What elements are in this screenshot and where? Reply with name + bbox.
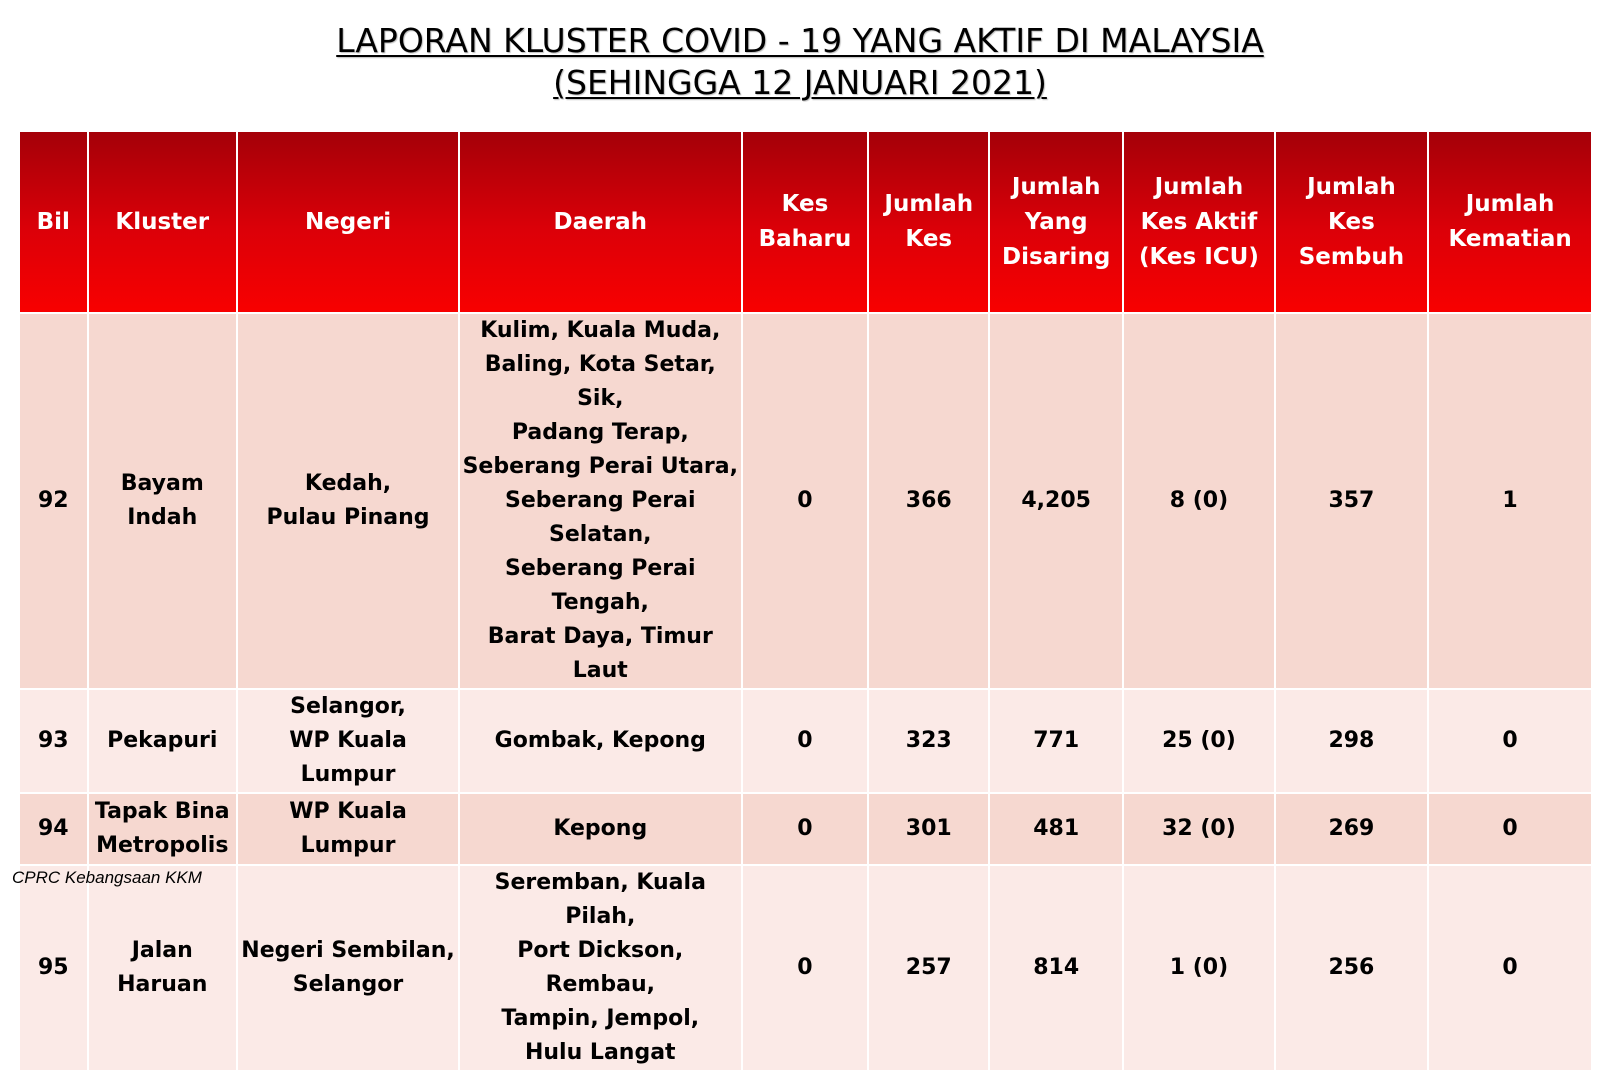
cell-jumlah-kes: 301 — [868, 793, 989, 865]
cell-daerah: Seremban, Kuala Pilah, Port Dickson, Rembau, Tampin, Jempol, Hulu Langat — [459, 865, 741, 1071]
header-kes-baharu: Kes Baharu — [742, 131, 869, 313]
header-negeri: Negeri — [237, 131, 459, 313]
report-title-line-1: LAPORAN KLUSTER COVID - 19 YANG AKTIF DI MALAYSIA — [336, 21, 1264, 60]
cell-jumlah-kes-sembuh: 269 — [1275, 793, 1429, 865]
cell-jumlah-kes-sembuh: 357 — [1275, 313, 1429, 689]
cell-jumlah-kes-aktif: 1 (0) — [1123, 865, 1274, 1071]
table-row — [19, 865, 1592, 1071]
cell-jumlah-kes: 366 — [868, 313, 989, 689]
header-jumlah-kematian: Jumlah Kematian — [1428, 131, 1592, 313]
cell-bil: 92 — [19, 313, 88, 689]
table-header-row — [19, 131, 1592, 313]
header-jumlah-kes-aktif: Jumlah Kes Aktif (Kes ICU) — [1123, 131, 1274, 313]
cell-jumlah-disaring: 4,205 — [989, 313, 1123, 689]
cell-jumlah-kes-sembuh: 256 — [1275, 865, 1429, 1071]
report-title — [0, 20, 1600, 104]
cell-daerah: Kepong — [459, 793, 741, 865]
cell-jumlah-kes: 323 — [868, 689, 989, 793]
cell-negeri: Kedah, Pulau Pinang — [237, 313, 459, 689]
cell-bil: 95 — [19, 865, 88, 1071]
report-title-line-2: (SEHINGGA 12 JANUARI 2021) — [553, 63, 1047, 102]
cell-kes-baharu: 0 — [742, 313, 869, 689]
cell-jumlah-kes-aktif: 32 (0) — [1123, 793, 1274, 865]
cell-kluster: Tapak Bina Metropolis — [88, 793, 237, 865]
cell-jumlah-disaring: 771 — [989, 689, 1123, 793]
cell-daerah: Gombak, Kepong — [459, 689, 741, 793]
cell-jumlah-disaring: 481 — [989, 793, 1123, 865]
header-jumlah-kes-sembuh: Jumlah Kes Sembuh — [1275, 131, 1429, 313]
cell-bil: 93 — [19, 689, 88, 793]
cell-kluster: Jalan Haruan — [88, 865, 237, 1071]
cell-jumlah-kematian: 0 — [1428, 689, 1592, 793]
cell-jumlah-kematian: 0 — [1428, 793, 1592, 865]
table-row — [19, 313, 1592, 689]
cell-bil: 94 — [19, 793, 88, 865]
cell-kes-baharu: 0 — [742, 689, 869, 793]
header-kluster: Kluster — [88, 131, 237, 313]
cell-daerah: Kulim, Kuala Muda, Baling, Kota Setar, Sik, Padang Terap, Seberang Perai Utara, Seberang Perai Selatan, Seberang Perai Tengah, Barat Daya, Timur Laut — [459, 313, 741, 689]
cell-kes-baharu: 0 — [742, 865, 869, 1071]
cell-jumlah-disaring: 814 — [989, 865, 1123, 1071]
table-row — [19, 689, 1592, 793]
header-jumlah-kes: Jumlah Kes — [868, 131, 989, 313]
header-daerah: Daerah — [459, 131, 741, 313]
cell-jumlah-kes-sembuh: 298 — [1275, 689, 1429, 793]
cell-jumlah-kematian: 0 — [1428, 865, 1592, 1071]
cell-kes-baharu: 0 — [742, 793, 869, 865]
cell-kluster: Bayam Indah — [88, 313, 237, 689]
cell-jumlah-kematian: 1 — [1428, 313, 1592, 689]
source-note: CPRC Kebangsaan KKM — [12, 868, 202, 887]
table-row — [19, 793, 1592, 865]
cell-negeri: Negeri Sembilan, Selangor — [237, 865, 459, 1071]
header-jumlah-disaring: Jumlah Yang Disaring — [989, 131, 1123, 313]
cell-jumlah-kes-aktif: 25 (0) — [1123, 689, 1274, 793]
cell-jumlah-kes: 257 — [868, 865, 989, 1071]
cell-jumlah-kes-aktif: 8 (0) — [1123, 313, 1274, 689]
header-bil: Bil — [19, 131, 88, 313]
cluster-table — [18, 130, 1593, 1072]
cell-negeri: WP Kuala Lumpur — [237, 793, 459, 865]
cell-kluster: Pekapuri — [88, 689, 237, 793]
cell-negeri: Selangor, WP Kuala Lumpur — [237, 689, 459, 793]
